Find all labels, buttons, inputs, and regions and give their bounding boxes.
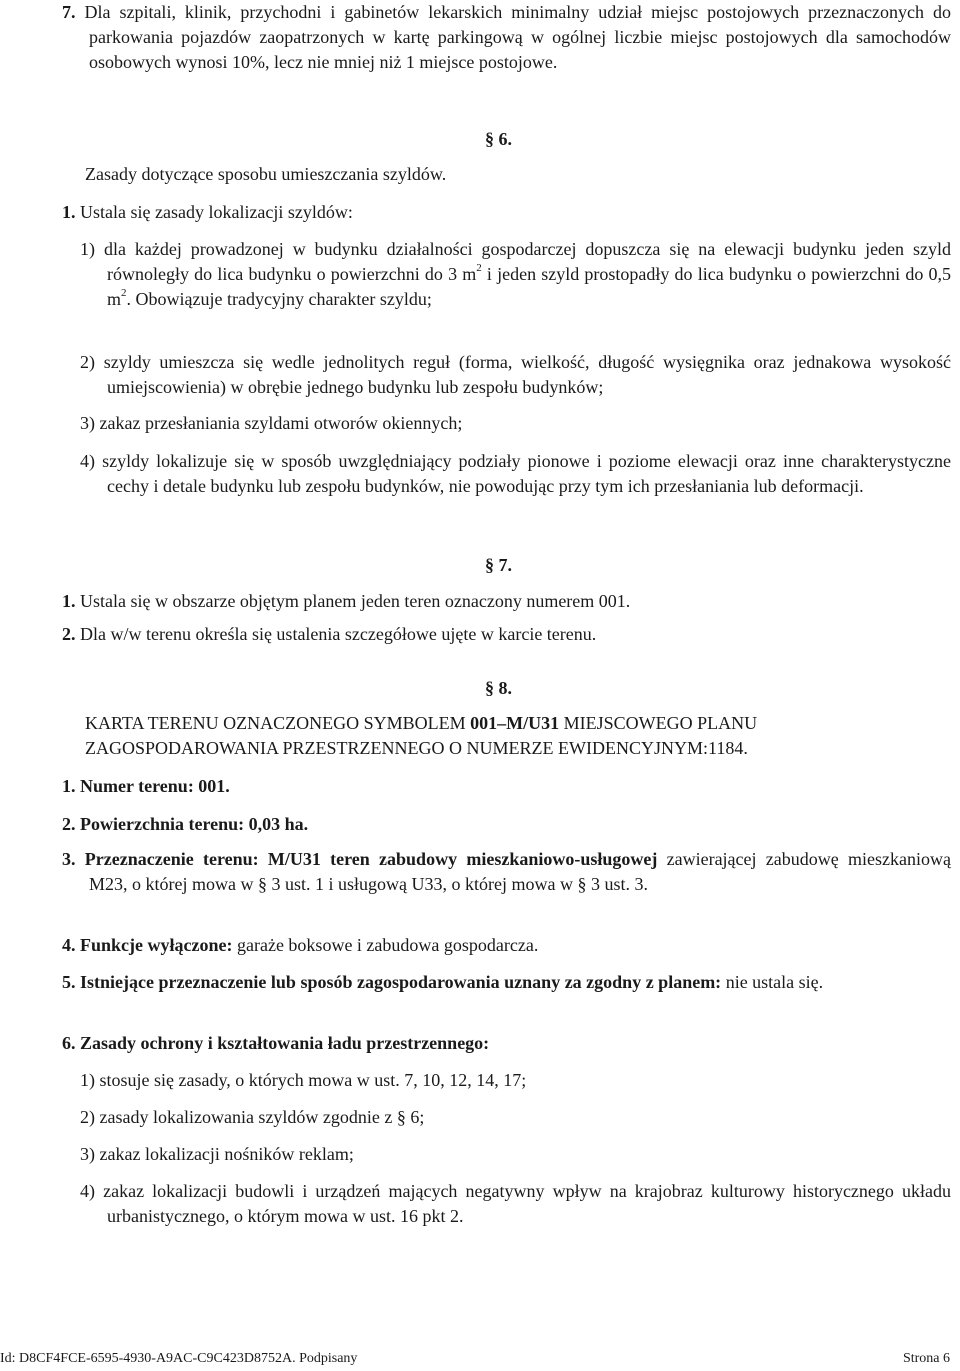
list-item-text: zakaz przesłaniania szyldami otworów okiennych; <box>99 413 463 433</box>
list-item-number: 2) <box>80 352 95 372</box>
card-item-1 <box>62 774 924 799</box>
card-item-text: Powierzchnia terenu: 0,03 ha. <box>80 814 309 834</box>
card-item-number: 1. <box>62 776 76 796</box>
list-item-text: szyldy lokalizuje się w sposób uwzględniający podziały pionowe i poziome elewacji oraz inne charakterystyczne cechy i detale budynku lub zespołu budynków, nie powodując przy tym ich przesłaniania lub deformacji. <box>102 451 951 496</box>
list-item-number: 4) <box>80 1181 95 1201</box>
paragraph-7 <box>62 0 951 75</box>
point-number: 1. <box>62 591 76 611</box>
list-item-text: . Obowiązuje tradycyjny charakter szyldu; <box>126 289 432 309</box>
card-item-number: 6. <box>62 1033 76 1053</box>
section-7-point-1 <box>62 589 924 614</box>
card-item-text: nie ustala się. <box>721 972 824 992</box>
list-item-number: 3) <box>80 1144 95 1164</box>
card-item-6 <box>62 1031 924 1056</box>
list-item-text: szyldy umieszcza się wedle jednolitych reguł (forma, wielkość, długość wysięgnika oraz jednakowa wysokość umiejscowienia) w obrębie jednego budynku lub zespołu budynków; <box>103 352 952 397</box>
list-item-number: 3) <box>80 413 95 433</box>
card-subitem-4 <box>80 1179 951 1229</box>
land-card-heading <box>85 711 925 761</box>
footer-page-number: Strona 6 <box>902 1351 950 1366</box>
list-item-text: zakaz lokalizacji nośników reklam; <box>99 1144 354 1164</box>
paragraph-number: 7. <box>62 2 76 22</box>
land-card-heading-text: MIEJSCOWEGO PLANU ZAGOSPODAROWANIA PRZESTRZENNEGO O NUMERZE EWIDENCYJNYM:1184. <box>85 713 758 758</box>
card-item-bold: Funkcje wyłączone: <box>80 935 233 955</box>
card-item-number: 3. <box>62 849 76 869</box>
list-item-number: 1) <box>80 1070 95 1090</box>
land-card-symbol: 001–M/U31 <box>470 713 560 733</box>
point-text: Ustala się w obszarze objętym planem jeden teren oznaczony numerem 001. <box>80 591 631 611</box>
list-item-text: zakaz lokalizacji budowli i urządzeń mających negatywny wpływ na krajobraz kulturowy historycznego układu urbanistycznego, o którym mowa w ust. 16 pkt 2. <box>103 1181 952 1226</box>
superscript: 2 <box>121 287 127 299</box>
card-item-4 <box>62 933 924 958</box>
section-6-point-1 <box>62 200 924 225</box>
list-item-text: stosuje się zasady, o których mowa w ust. 7, 10, 12, 14, 17; <box>99 1070 527 1090</box>
section-8-mark: § 8. <box>485 678 512 698</box>
point-text: Dla w/w terenu określa się ustalenia szczegółowe ujęte w karcie terenu. <box>80 624 597 644</box>
point-number: 1. <box>62 202 76 222</box>
card-item-text: garaże boksowe i zabudowa gospodarcza. <box>232 935 539 955</box>
card-item-number: 4. <box>62 935 76 955</box>
list-item-text: i jeden szyld prostopadły do lica budynku o powierzchni do 0,5 m <box>107 264 951 309</box>
land-card-heading-text: KARTA TERENU OZNACZONEGO SYMBOLEM <box>85 713 471 733</box>
superscript: 2 <box>476 262 482 274</box>
card-subitem-2 <box>80 1105 951 1130</box>
card-item-text: zawierającej zabudowę mieszkaniową M23, o której mowa w § 3 ust. 1 i usługową U33, o której mowa w § 3 ust. 3. <box>89 849 951 894</box>
card-item-text: Numer terenu: 001. <box>80 776 230 796</box>
section-7-mark: § 7. <box>485 555 512 575</box>
list-item-text: dla każdej prowadzonej w budynku działalności gospodarczej dopuszcza się na elewacji budynku jeden szyld równoległy do lica budynku o powierzchni do 3 m <box>103 239 951 284</box>
section-7-point-2 <box>62 622 924 647</box>
list-item-4 <box>80 449 951 499</box>
section-6-title: Zasady dotyczące sposobu umieszczania szyldów. <box>85 164 447 184</box>
list-item-2 <box>80 350 951 400</box>
card-item-number: 2. <box>62 814 76 834</box>
card-item-3 <box>62 847 951 897</box>
card-item-2 <box>62 812 924 837</box>
list-item-1 <box>80 237 951 312</box>
card-subitem-1 <box>80 1068 951 1093</box>
paragraph-text: Dla szpitali, klinik, przychodni i gabinetów lekarskich minimalny udział miejsc postojowych przeznaczonych do parkowania pojazdów zaopatrzonych w kartę parkingową w ogólnej liczbie miejsc postojowych dla samochodów osobowych wynosi 10%, lecz nie mniej niż 1 miejsce postojowe. <box>84 2 952 72</box>
point-text: Ustala się zasady lokalizacji szyldów: <box>80 202 353 222</box>
list-item-number: 1) <box>80 239 95 259</box>
list-item-text: zasady lokalizowania szyldów zgodnie z § 6; <box>99 1107 425 1127</box>
card-item-bold: Zasady ochrony i kształtowania ładu przestrzennego: <box>80 1033 490 1053</box>
footer-document-id: Id: D8CF4FCE-6595-4930-A9AC-C9C423D8752A. Podpisany <box>0 1351 358 1366</box>
card-item-number: 5. <box>62 972 76 992</box>
list-item-3 <box>80 411 951 436</box>
list-item-number: 2) <box>80 1107 95 1127</box>
card-item-bold: Przeznaczenie terenu: M/U31 teren zabudowy mieszkaniowo-usługowej <box>84 849 658 869</box>
card-item-5 <box>62 970 951 995</box>
card-item-bold: Istniejące przeznaczenie lub sposób zagospodarowania uznany za zgodny z planem: <box>80 972 722 992</box>
section-6-mark: § 6. <box>485 129 512 149</box>
list-item-number: 4) <box>80 451 95 471</box>
card-subitem-3 <box>80 1142 951 1167</box>
point-number: 2. <box>62 624 76 644</box>
